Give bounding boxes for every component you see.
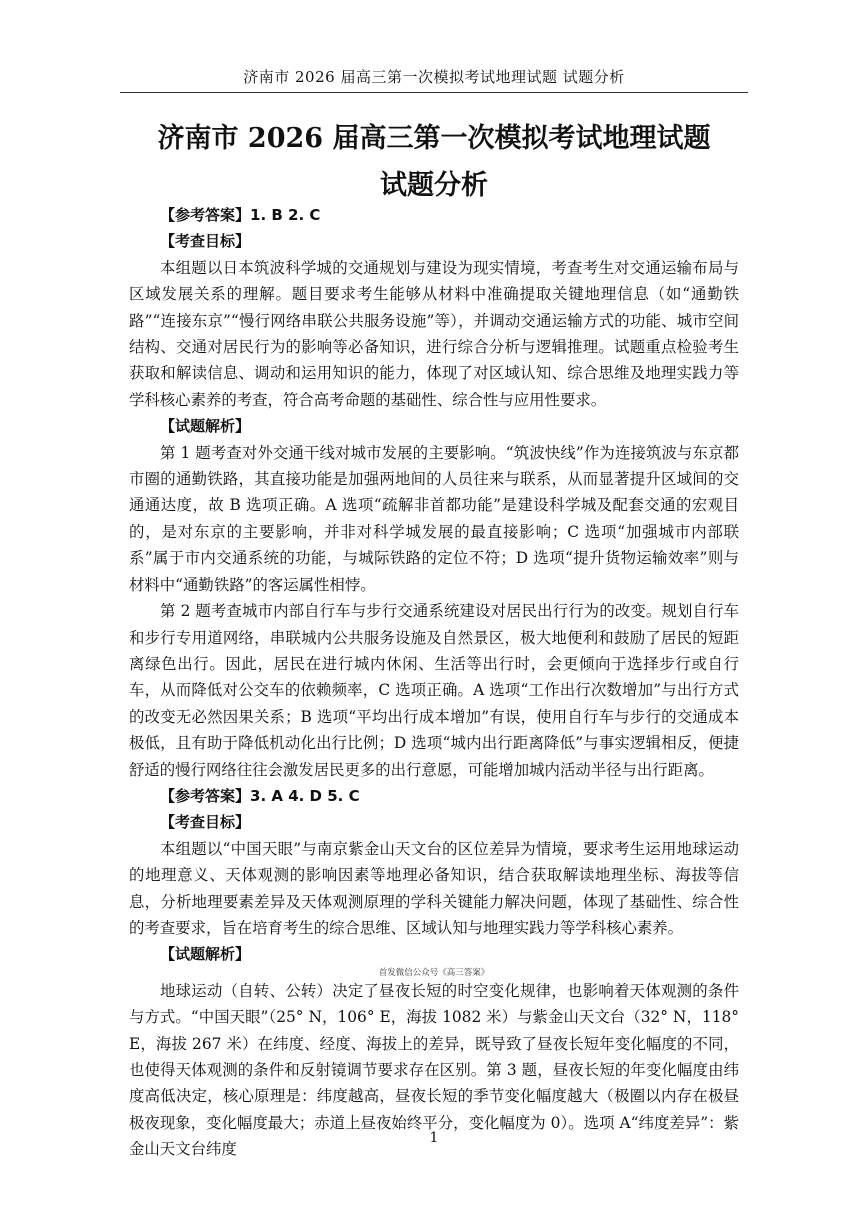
paragraph: 第 1 题考查对外交通干线对城市发展的主要影响。“筑波快线”作为连接筑波与东京都市圈的通勤铁路，其直接功能是加强两地间的人员往来与联系，从而显著提升区域间的交通通达度，故 B 选项正确。A 选项“疏解非首都功能”是建设科学城及配套交通的宏观目的，是对东京的主要影响，并非对科学城发展的最直接影响；C 选项“加强城市内部联系”属于市内交通系统的功能，与城际铁路的定位不符；D 选项“提升货物运输效率”则与材料中“通勤铁路”的客运属性相悖。 xyxy=(129,443,739,594)
section-label: 【参考答案】3. A 4. D 5. C xyxy=(160,786,360,805)
page-subtitle: 试题分析 xyxy=(380,170,488,201)
running-header: 济南市 2026 届高三第一次模拟考试地理试题 试题分析 xyxy=(243,68,625,86)
section-label: 【参考答案】1. B 2. C xyxy=(160,206,321,224)
section-label: 【试题解析】 xyxy=(160,945,251,964)
section-label: 【考查目标】 xyxy=(160,813,251,832)
paragraph: 地球运动（自转、公转）决定了昼夜长短的时空变化规律，也影响着天体观测的条件与方式。“中国天眼”（25° N，106° E，海拔 1082 米）与紫金山天文台（32° N，118° E，海拔 267 米）在纬度、经度、海拔上的差异，既导致了昼夜长短年变化幅度的不同，也使得天体观测的条件和反射镜调节要求存在区别。第 3 题，昼夜长短的年变化幅度由纬度高低决定，核心原理是：纬度越高，昼夜长短的季节变化幅度越大（极圈以内存在极昼极夜现象，变化幅度最大；赤道上昼夜始终平分，变化幅度为 0）。选项 A“纬度差异”：紫金山天文台纬度 xyxy=(129,981,739,1159)
page-title: 济南市 2026 届高三第一次模拟考试地理试题 xyxy=(157,123,711,154)
watermark-text: 首发微信公众号《高三答案》 xyxy=(378,967,490,978)
header-rule xyxy=(120,92,748,93)
paragraph: 本组题以“中国天眼”与南京紫金山天文台的区位差异为情境，要求考生运用地球运动的地理意义、天体观测的影响因素等地理必备知识，结合获取解读地理坐标、海拔等信息，分析地理要素差异及天体观测原理的学科关键能力解决问题，体现了基础性、综合性的考查要求，旨在培育考生的综合思维、区域认知与地理实践力等学科核心素养。 xyxy=(129,839,739,937)
page-number: 1 xyxy=(429,1130,439,1146)
document-body xyxy=(129,202,739,1163)
section-label: 【试题解析】 xyxy=(160,417,251,436)
paragraph: 本组题以日本筑波科学城的交通规划与建设为现实情境，考查考生对交通运输布局与区域发展关系的理解。题目要求考生能够从材料中准确提取关键地理信息（如“通勤铁路”“连接东京”“慢行网络串联公共服务设施”等），并调动交通运输方式的功能、城市空间结构、交通对居民行为的影响等必备知识，进行综合分析与逻辑推理。试题重点检验考生获取和解读信息、调动和运用知识的能力，体现了对区域认知、综合思维及地理实践力等学科核心素养的考查，符合高考命题的基础性、综合性与应用性要求。 xyxy=(129,258,739,409)
paragraph: 第 2 题考查城市内部自行车与步行交通系统建设对居民出行行为的改变。规划自行车和步行专用道网络，串联城内公共服务设施及自然景区，极大地便利和鼓励了居民的短距离绿色出行。因此，居民在进行城内休闲、生活等出行时，会更倾向于选择步行或自行车，从而降低对公交车的依赖频率，C 选项正确。A 选项“工作出行次数增加”与出行方式的改变无必然因果关系；B 选项“平均出行成本增加”有误，使用自行车与步行的交通成本极低，且有助于降低机动化出行比例；D 选项“城内出行距离降低”与事实逻辑相反，便捷舒适的慢行网络往往会激发居民更多的出行意愿，可能增加城内活动半径与出行距离。 xyxy=(129,602,739,779)
section-label: 【考查目标】 xyxy=(160,232,251,251)
